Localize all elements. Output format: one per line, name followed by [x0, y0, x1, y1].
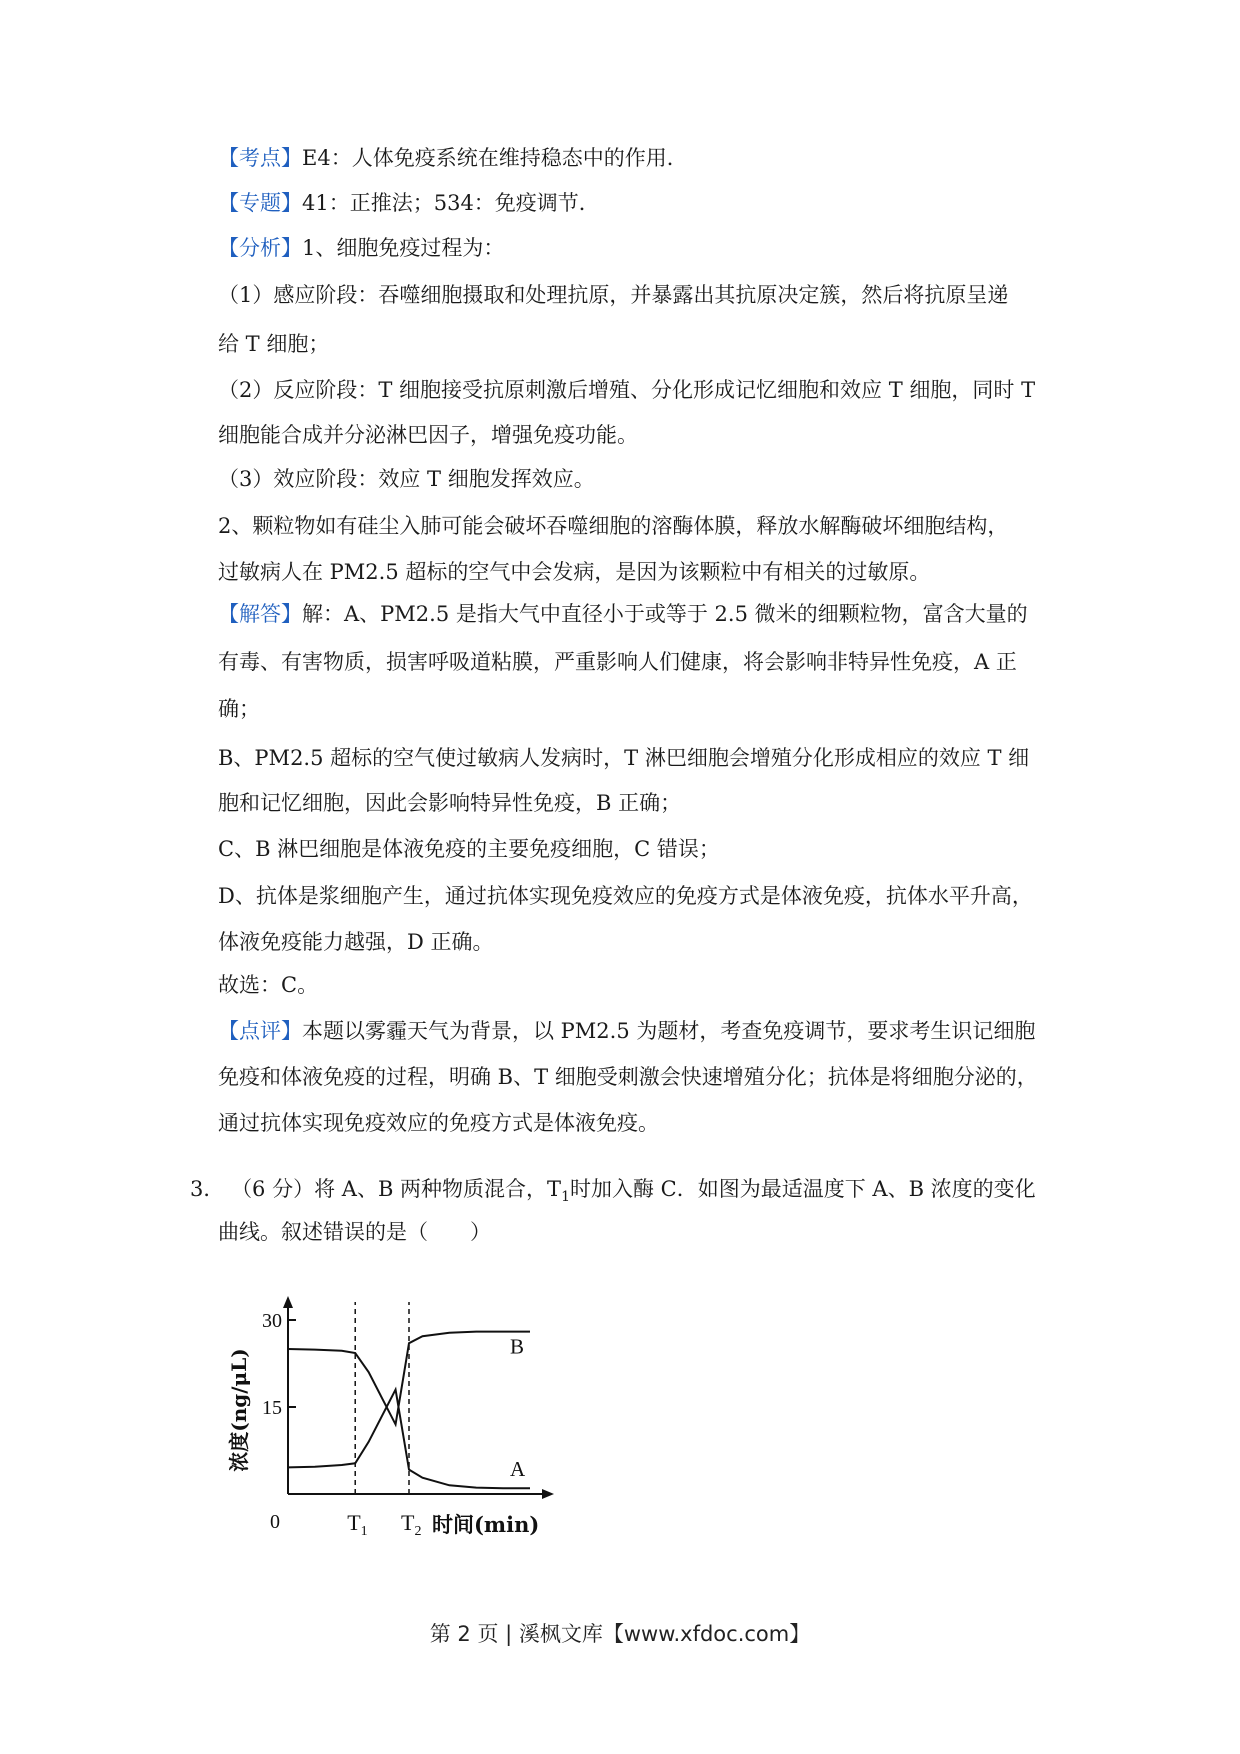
line-text: 免疫和体液免疫的过程，明确 B、T 细胞受刺激会快速增殖分化；抗体是将细胞分泌的，	[218, 1065, 1038, 1089]
text-line	[218, 647, 1017, 677]
x-tick-label	[347, 1510, 367, 1539]
line-text: 体液免疫能力越强，D 正确。	[218, 930, 494, 954]
line-text: 本题以雾霾天气为背景，以 PM2.5 为题材，考查免疫调节，要求考生识记细胞	[302, 1019, 1036, 1043]
text-line	[218, 511, 1008, 541]
line-text: 细胞能合成并分泌淋巴因子，增强免疫功能。	[218, 423, 638, 447]
x-tick-main: T	[401, 1510, 415, 1535]
text-line	[218, 329, 329, 359]
line-text: 胞和记忆细胞，因此会影响特异性免疫，B 正确；	[218, 791, 682, 815]
x-tick-main: T	[347, 1510, 361, 1535]
text-line	[218, 881, 1033, 911]
text-line	[218, 927, 494, 957]
series-label-a: A	[510, 1457, 526, 1482]
line-text: 给 T 细胞；	[218, 332, 330, 356]
section-tag: 【考点】	[218, 146, 302, 170]
text-line	[218, 599, 1028, 629]
section-tag: 【分析】	[218, 236, 302, 260]
section-tag: 【点评】	[218, 1019, 302, 1043]
series-label-b: B	[510, 1334, 525, 1359]
text-line	[218, 464, 595, 494]
text-line	[218, 788, 681, 818]
text-line	[218, 743, 1029, 773]
text-line	[218, 557, 930, 587]
line-text: 过敏病人在 PM2.5 超标的空气中会发病，是因为该颗粒中有相关的过敏原。	[218, 560, 931, 584]
origin-label: 0	[270, 1511, 280, 1533]
line-text: 有毒、有害物质，损害呼吸道粘膜，严重影响人们健康，将会影响非特异性免疫，A 正	[218, 650, 1017, 674]
text-line	[218, 420, 638, 450]
x-tick-sub: 2	[414, 1524, 422, 1539]
line-text: 解：A、PM2.5 是指大气中直径小于或等于 2.5 微米的细颗粒物，富含大量的	[302, 602, 1028, 626]
text-line	[218, 834, 720, 864]
line-text: （2）反应阶段：T 细胞接受抗原刺激后增殖、分化形成记忆细胞和效应 T 细胞，同时 T	[218, 378, 1036, 402]
line-text: 故选：C。	[218, 973, 319, 997]
line-text: D、抗体是浆细胞产生，通过抗体实现免疫效应的免疫方式是体液免疫，抗体水平升高，	[218, 884, 1033, 908]
text-line	[218, 694, 260, 724]
line-text: E4：人体免疫系统在维持稳态中的作用．	[302, 146, 688, 170]
text-line	[218, 1016, 1035, 1046]
text-line	[218, 188, 600, 218]
x-axis-arrow	[542, 1489, 554, 1499]
question-number: 3．	[190, 1177, 225, 1201]
y-axis-label: 浓度(ng/μL)	[227, 1348, 251, 1472]
question-line-2: 曲线。叙述错误的是（ ）	[218, 1220, 491, 1244]
text-line	[218, 280, 1008, 310]
line-text: 通过抗体实现免疫效应的免疫方式是体液免疫。	[218, 1111, 659, 1135]
text-line	[218, 233, 504, 263]
page-footer: 第 2 页 | 溪枫文库【www.xfdoc.com】	[429, 1622, 811, 1646]
line-text: 确；	[218, 697, 260, 721]
question-subscript: 1	[561, 1189, 570, 1206]
line-text: B、PM2.5 超标的空气使过敏病人发病时，T 淋巴细胞会增殖分化形成相应的效应 T 细	[218, 746, 1030, 770]
question-text-pre: （6 分）将 A、B 两种物质混合，T	[231, 1177, 562, 1201]
section-tag: 【解答】	[218, 602, 302, 626]
question-line-1	[190, 1174, 1036, 1212]
y-axis-arrow	[283, 1296, 293, 1308]
x-axis-label: 时间(min)	[432, 1512, 540, 1537]
text-line	[218, 1062, 1038, 1092]
question-text-post: 时加入酶 C．如图为最适温度下 A、B 浓度的变化	[569, 1177, 1036, 1201]
x-tick-label	[401, 1510, 421, 1539]
y-tick-label: 30	[262, 1310, 282, 1332]
line-text: C、B 淋巴细胞是体液免疫的主要免疫细胞，C 错误；	[218, 837, 720, 861]
text-line	[218, 970, 318, 1000]
line-text: 41：正推法；534：免疫调节．	[302, 191, 600, 215]
line-text: （1）感应阶段：吞噬细胞摄取和处理抗原，并暴露出其抗原决定簇，然后将抗原呈递	[218, 283, 1009, 307]
y-tick-label: 15	[262, 1397, 282, 1419]
line-text: 1、细胞免疫过程为：	[302, 236, 505, 260]
text-line	[218, 143, 688, 173]
section-tag: 【专题】	[218, 191, 302, 215]
line-text: （3）效应阶段：效应 T 细胞发挥效应。	[218, 467, 595, 491]
text-line	[218, 375, 1035, 405]
concentration-chart	[210, 1282, 610, 1542]
line-text: 2、颗粒物如有硅尘入肺可能会破坏吞噬细胞的溶酶体膜，释放水解酶破坏细胞结构，	[218, 514, 1009, 538]
text-line	[218, 1108, 659, 1138]
x-tick-sub: 1	[360, 1524, 368, 1539]
